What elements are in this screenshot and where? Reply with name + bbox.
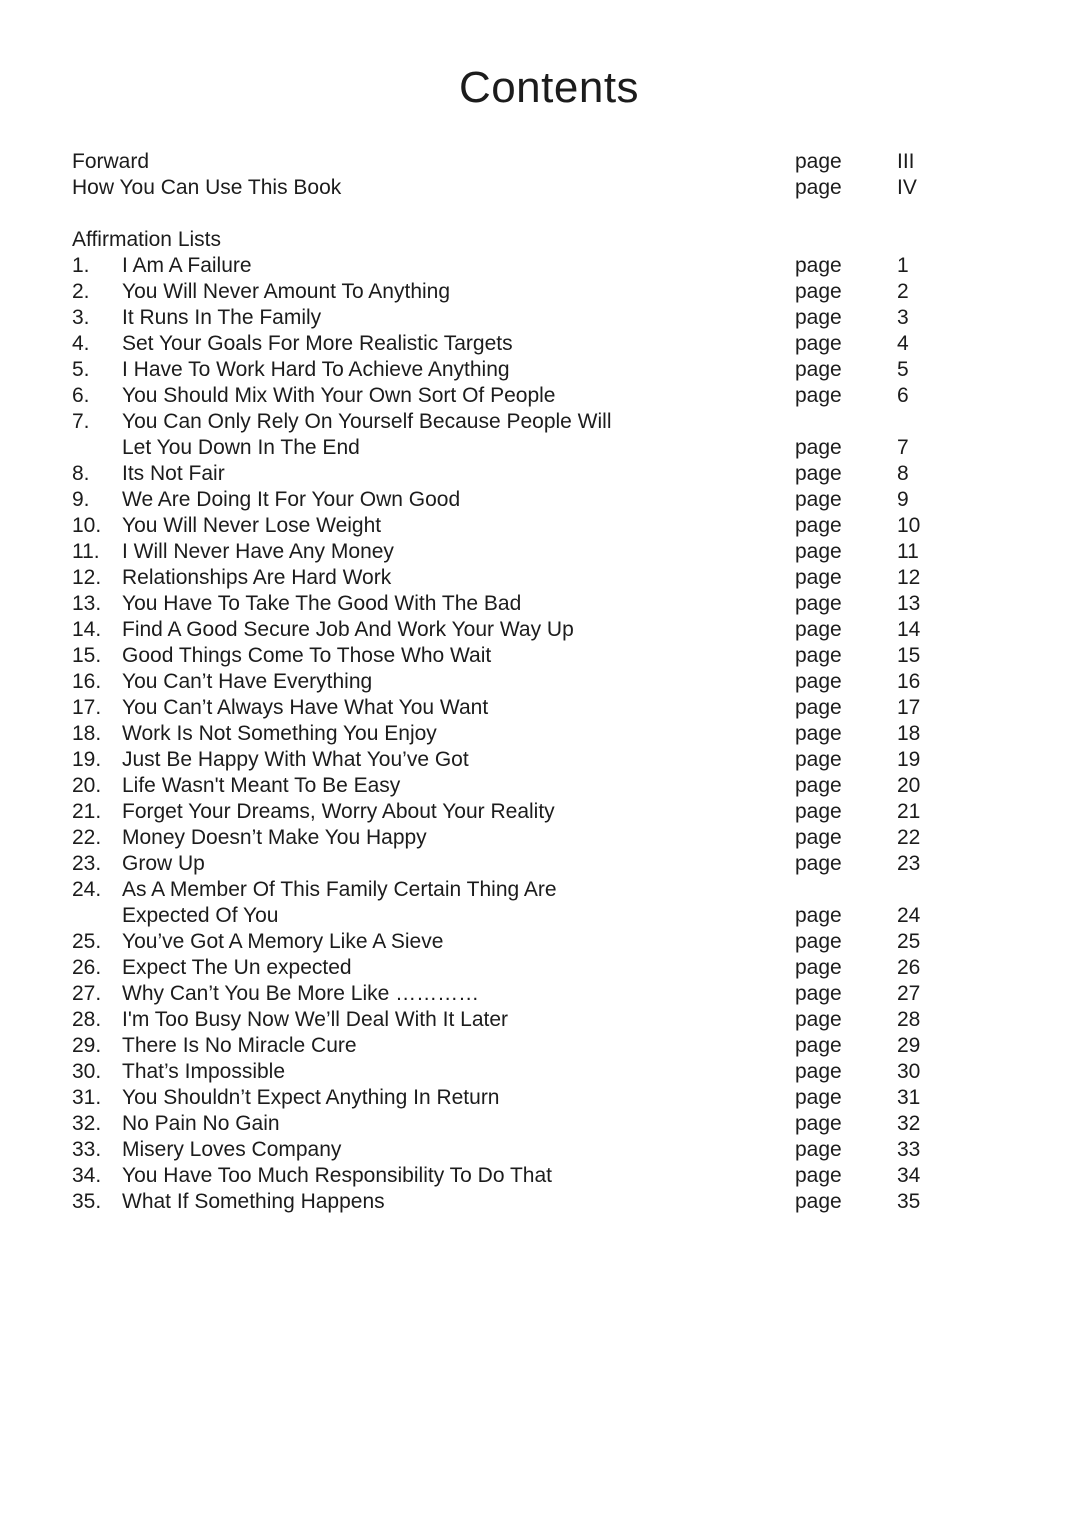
entry-title: Life Wasn't Meant To Be Easy (122, 774, 401, 797)
page-label: page (795, 1112, 842, 1135)
entry-title: You Can’t Always Have What You Want (122, 696, 489, 719)
toc-row (72, 643, 1026, 669)
entry-number: 35. (72, 1190, 102, 1213)
entry-title: There Is No Miracle Cure (122, 1034, 357, 1057)
entry-title: What If Something Happens (122, 1190, 385, 1213)
section-heading: Affirmation Lists (72, 228, 221, 251)
entry-number: 33. (72, 1138, 102, 1161)
toc-row (72, 539, 1026, 565)
page-label: page (795, 436, 842, 459)
page-label: page (795, 930, 842, 953)
page-number: 25 (897, 930, 921, 953)
front-matter-list (72, 149, 1026, 201)
entry-number: 24. (72, 878, 102, 901)
toc-row (72, 1085, 1026, 1111)
page-label: page (795, 306, 842, 329)
page-label: page (795, 1164, 842, 1187)
entry-title: Why Can’t You Be More Like ………… (122, 982, 480, 1005)
page-number: 22 (897, 826, 921, 849)
page-label: page (795, 150, 842, 173)
toc-row (72, 331, 1026, 357)
page-label: page (795, 384, 842, 407)
page-label: page (795, 852, 842, 875)
toc-row (72, 565, 1026, 591)
toc-row (72, 669, 1026, 695)
page-number: 7 (897, 436, 909, 459)
page-number: 17 (897, 696, 921, 719)
page-label: page (795, 1190, 842, 1213)
entry-title: Good Things Come To Those Who Wait (122, 644, 492, 667)
entry-title: You Can’t Have Everything (122, 670, 373, 693)
page-label: page (795, 592, 842, 615)
entry-title: Just Be Happy With What You’ve Got (122, 748, 469, 771)
toc-row (72, 1137, 1026, 1163)
entry-number: 10. (72, 514, 102, 537)
page-number: IV (897, 176, 917, 199)
page-label: page (795, 748, 842, 771)
page-label: page (795, 982, 842, 1005)
entry-number: 19. (72, 748, 102, 771)
page-label: page (795, 1034, 842, 1057)
entry-number: 8. (72, 462, 90, 485)
page-label: page (795, 1086, 842, 1109)
entry-title: Forward (72, 150, 150, 173)
page-number: 27 (897, 982, 921, 1005)
entry-title: Money Doesn’t Make You Happy (122, 826, 427, 849)
toc-row (72, 279, 1026, 305)
entry-number: 6. (72, 384, 90, 407)
page-number: 30 (897, 1060, 921, 1083)
page-number: 1 (897, 254, 909, 277)
page-label: page (795, 1008, 842, 1031)
page-label: page (795, 800, 842, 823)
entry-number: 11. (72, 540, 100, 563)
page-number: 24 (897, 904, 921, 927)
page-label: page (795, 826, 842, 849)
toc-row (72, 357, 1026, 383)
entry-title: You Will Never Lose Weight (122, 514, 382, 537)
page-label: page (795, 358, 842, 381)
page-label: page (795, 904, 842, 927)
page-number: 23 (897, 852, 921, 875)
page-label: page (795, 462, 842, 485)
page-label: page (795, 176, 842, 199)
page-number: 6 (897, 384, 909, 407)
toc-row (72, 591, 1026, 617)
page-number: 14 (897, 618, 921, 641)
toc-row (72, 1189, 1026, 1215)
toc-row (72, 877, 1026, 903)
toc-row (72, 721, 1026, 747)
page-label: page (795, 956, 842, 979)
toc-row (72, 695, 1026, 721)
page-number: 16 (897, 670, 921, 693)
front-matter-row (72, 149, 1026, 175)
entry-number: 3. (72, 306, 90, 329)
page-number: 13 (897, 592, 921, 615)
page-number: 9 (897, 488, 909, 511)
toc-row (72, 955, 1026, 981)
entry-number: 32. (72, 1112, 102, 1135)
entry-number: 27. (72, 982, 102, 1005)
page-label: page (795, 670, 842, 693)
page-label: page (795, 280, 842, 303)
toc-row (72, 487, 1026, 513)
entry-title: I Am A Failure (122, 254, 252, 277)
page-title: Contents (458, 63, 640, 112)
page-number: 12 (897, 566, 921, 589)
entry-title: I'm Too Busy Now We’ll Deal With It Later (122, 1008, 509, 1031)
entry-number: 20. (72, 774, 102, 797)
toc-row (72, 409, 1026, 435)
table-of-contents (72, 149, 1026, 1215)
entry-title: Misery Loves Company (122, 1138, 342, 1161)
toc-row (72, 1059, 1026, 1085)
entry-title: I Will Never Have Any Money (122, 540, 394, 563)
toc-row (72, 747, 1026, 773)
entry-title: You Have To Take The Good With The Bad (122, 592, 522, 615)
page-number: 35 (897, 1190, 921, 1213)
entry-number: 34. (72, 1164, 102, 1187)
toc-row (72, 435, 1026, 461)
entry-title: We Are Doing It For Your Own Good (122, 488, 461, 511)
entry-number: 23. (72, 852, 102, 875)
page-label: page (795, 1060, 842, 1083)
entry-title: Set Your Goals For More Realistic Targets (122, 332, 513, 355)
toc-row (72, 981, 1026, 1007)
entry-title: No Pain No Gain (122, 1112, 280, 1135)
entry-title: You Should Mix With Your Own Sort Of People (122, 384, 556, 407)
page-label: page (795, 488, 842, 511)
affirmation-list (72, 253, 1026, 1215)
entry-number: 21. (72, 800, 102, 823)
entry-title: Work Is Not Something You Enjoy (122, 722, 437, 745)
page-label: page (795, 618, 842, 641)
page-number: 19 (897, 748, 921, 771)
toc-row (72, 1163, 1026, 1189)
entry-number: 31. (72, 1086, 102, 1109)
entry-title: Let You Down In The End (122, 436, 360, 459)
toc-row (72, 799, 1026, 825)
entry-number: 7. (72, 410, 90, 433)
entry-number: 26. (72, 956, 102, 979)
entry-number: 4. (72, 332, 90, 355)
page-label: page (795, 722, 842, 745)
page-number: 29 (897, 1034, 921, 1057)
page-number: 8 (897, 462, 909, 485)
entry-number: 18. (72, 722, 102, 745)
page-label: page (795, 514, 842, 537)
toc-row (72, 929, 1026, 955)
entry-number: 12. (72, 566, 102, 589)
entry-title: That’s Impossible (122, 1060, 286, 1083)
page-number: 33 (897, 1138, 921, 1161)
page-number: 32 (897, 1112, 921, 1135)
entry-title: Relationships Are Hard Work (122, 566, 392, 589)
toc-row (72, 513, 1026, 539)
toc-row (72, 617, 1026, 643)
entry-number: 28. (72, 1008, 102, 1031)
entry-number: 22. (72, 826, 102, 849)
page-label: page (795, 696, 842, 719)
page-number: 18 (897, 722, 921, 745)
page-number: III (897, 150, 915, 173)
entry-number: 1. (72, 254, 90, 277)
entry-number: 16. (72, 670, 102, 693)
page-label: page (795, 1138, 842, 1161)
page-label: page (795, 254, 842, 277)
toc-row (72, 253, 1026, 279)
page-number: 2 (897, 280, 909, 303)
entry-title: How You Can Use This Book (72, 176, 342, 199)
page-number: 20 (897, 774, 921, 797)
entry-title: You Shouldn’t Expect Anything In Return (122, 1086, 500, 1109)
entry-title: You Have Too Much Responsibility To Do That (122, 1164, 552, 1187)
entry-title: Grow Up (122, 852, 205, 875)
page-number: 21 (897, 800, 921, 823)
toc-row (72, 825, 1026, 851)
entry-title: You Will Never Amount To Anything (122, 280, 451, 303)
page-number: 15 (897, 644, 921, 667)
page-label: page (795, 566, 842, 589)
toc-row (72, 305, 1026, 331)
page-number: 11 (897, 540, 919, 563)
entry-title: Expect The Un expected (122, 956, 352, 979)
entry-title: Expected Of You (122, 904, 279, 927)
section-gap (72, 201, 1026, 227)
entry-number: 15. (72, 644, 102, 667)
toc-row (72, 773, 1026, 799)
page-label: page (795, 774, 842, 797)
page-number: 10 (897, 514, 921, 537)
page-label: page (795, 644, 842, 667)
page-label: page (795, 540, 842, 563)
entry-number: 17. (72, 696, 102, 719)
entry-title: You’ve Got A Memory Like A Sieve (122, 930, 444, 953)
toc-row (72, 1007, 1026, 1033)
entry-title: Find A Good Secure Job And Work Your Way Up (122, 618, 574, 641)
page-number: 5 (897, 358, 909, 381)
entry-title: You Can Only Rely On Yourself Because People Will (122, 410, 612, 433)
page-number: 28 (897, 1008, 921, 1031)
page-label: page (795, 332, 842, 355)
entry-number: 5. (72, 358, 90, 381)
toc-row (72, 1033, 1026, 1059)
toc-row (72, 383, 1026, 409)
page-number: 34 (897, 1164, 921, 1187)
entry-number: 29. (72, 1034, 102, 1057)
entry-number: 2. (72, 280, 90, 303)
entry-title: Forget Your Dreams, Worry About Your Reality (122, 800, 555, 823)
entry-number: 14. (72, 618, 102, 641)
entry-title: As A Member Of This Family Certain Thing Are (122, 878, 557, 901)
toc-row (72, 1111, 1026, 1137)
page-number: 26 (897, 956, 921, 979)
entry-title: Its Not Fair (122, 462, 225, 485)
toc-row (72, 461, 1026, 487)
page-number: 3 (897, 306, 909, 329)
entry-number: 25. (72, 930, 102, 953)
entry-number: 30. (72, 1060, 102, 1083)
page-number: 4 (897, 332, 909, 355)
toc-row (72, 903, 1026, 929)
toc-row (72, 851, 1026, 877)
page-number: 31 (897, 1086, 921, 1109)
entry-title: I Have To Work Hard To Achieve Anything (122, 358, 510, 381)
entry-number: 13. (72, 592, 102, 615)
entry-title: It Runs In The Family (122, 306, 322, 329)
front-matter-row (72, 175, 1026, 201)
entry-number: 9. (72, 488, 90, 511)
